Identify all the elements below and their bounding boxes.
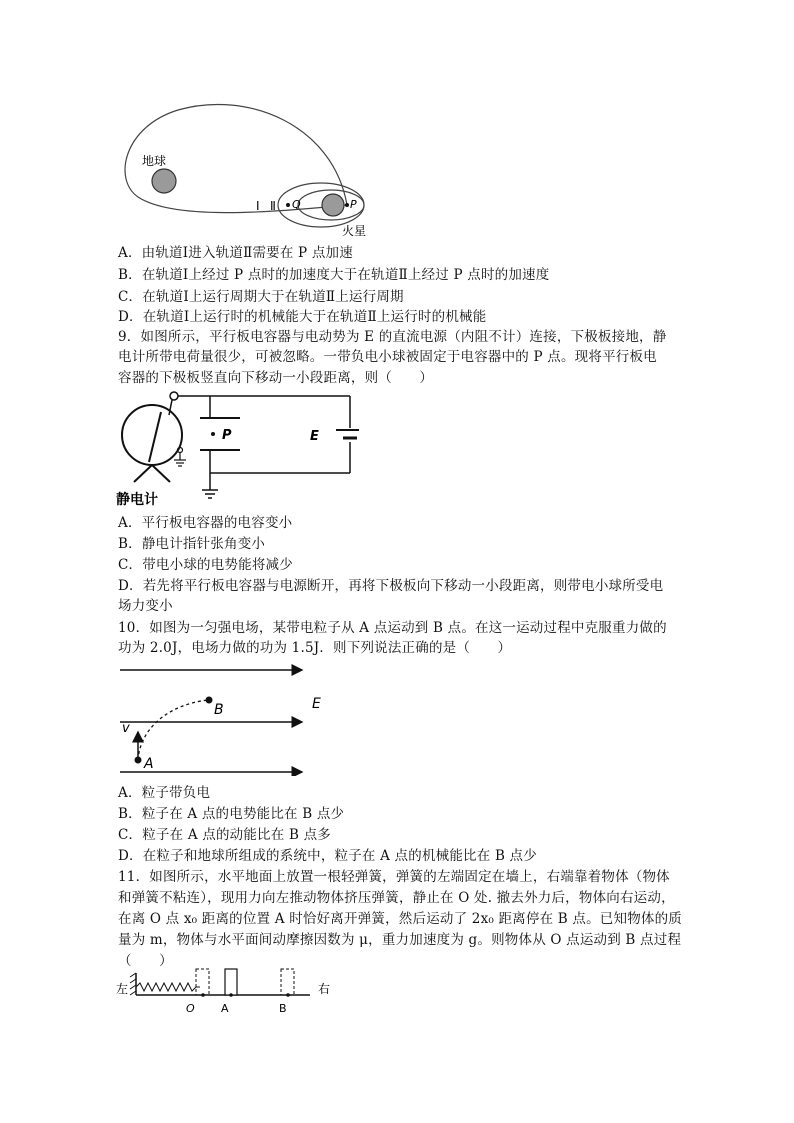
q9-option-d-line-1: D．若先将平行板电容器与电源断开，再将下极板向下移动一小段距离，则带电小球所受电 (118, 578, 664, 594)
q-label: Q (292, 198, 301, 211)
p-label: P (222, 428, 232, 443)
e-label: E (312, 696, 321, 712)
electrometer-label: 静电计 (116, 492, 158, 508)
q9-stem-line-2: 电计所带电荷量很少，可被忽略。一带负电小球被固定于电容器中的 P 点。现将平行板电 (118, 349, 657, 365)
earth-label: 地球 (142, 154, 167, 168)
q8-option-d: D．在轨道Ⅰ上运行时的机械能大于在轨道Ⅱ上运行时的机械能 (118, 309, 487, 325)
q11-stem-line-4: 量为 m，物体与水平面间动摩擦因数为 μ，重力加速度为 g。则物体从 O 点运动到 B 点过程 (118, 932, 682, 948)
right-label: 右 (318, 982, 331, 996)
q10-option-a: A．粒子带负电 (118, 785, 211, 801)
point-a (135, 757, 142, 764)
capacitor-figure (114, 390, 359, 508)
orbit-1-label: Ⅰ (256, 199, 260, 213)
q9-option-a: A．平行板电容器的电容变小 (118, 515, 293, 531)
o-label: O (186, 1002, 195, 1015)
electrometer-terminal (170, 392, 178, 400)
q8-option-b: B．在轨道Ⅰ上经过 P 点时的加速度大于在轨道Ⅱ上经过 P 点时的加速度 (118, 267, 550, 283)
block-at-a (225, 969, 237, 995)
q10-stem-line-2: 功为 2.0J，电场力做的功为 1.5J．则下列说法正确的是（ ） (118, 640, 512, 656)
spring (136, 983, 200, 991)
q8-option-a: A．由轨道Ⅰ进入轨道Ⅱ需要在 P 点加速 (118, 245, 353, 261)
b-label: B (214, 702, 224, 718)
q10-option-d: D．在粒子和地球所组成的系统中，粒子在 A 点的机械能比在 B 点少 (118, 848, 537, 864)
q9-option-b: B．静电计指针张角变小 (118, 536, 266, 552)
q10-option-b: B．粒子在 A 点的电势能比在 B 点少 (118, 806, 345, 822)
q9-option-d-line-2: 场力变小 (118, 598, 173, 614)
block-at-b (281, 969, 294, 995)
a-label: A (221, 1002, 229, 1015)
q11-stem-line-3: 在离 O 点 x₀ 距离的位置 A 时恰好离开弹簧，然后运动了 2x₀ 距离停在 B 点。已知物体的质 (118, 911, 682, 927)
q11-stem-line-1: 11．如图所示，水平地面上放置一根轻弹簧，弹簧的左端固定在墙上，右端靠着物体（物体 (118, 869, 670, 885)
orbit-figure (118, 95, 368, 240)
left-label: 左 (116, 982, 129, 996)
point-b (206, 697, 213, 704)
block-at-o (196, 969, 209, 995)
mars (322, 194, 344, 216)
q10-option-c: C．粒子在 A 点的动能比在 B 点多 (118, 827, 331, 843)
earth (152, 169, 176, 193)
electrometer-needle (149, 412, 161, 462)
q9-option-c: C．带电小球的电势能将减少 (118, 557, 293, 573)
spring-figure (114, 965, 346, 1017)
q8-option-c: C．在轨道Ⅰ上运行周期大于在轨道Ⅱ上运行周期 (118, 289, 404, 305)
e-label: E (310, 429, 319, 444)
orbit-2-label: Ⅱ (270, 199, 276, 213)
point-p (211, 432, 215, 436)
point-p (345, 203, 349, 207)
v-label: v (122, 721, 130, 736)
q10-stem-line-1: 10．如图为一匀强电场，某带电粒子从 A 点运动到 B 点。在这一运动过程中克服重力做的 (118, 620, 667, 636)
q11-stem-line-5: （ ） (118, 953, 173, 969)
electrometer-case (122, 405, 182, 465)
b-label: B (279, 1002, 287, 1015)
mars-label: 火星 (342, 224, 367, 238)
trajectory (138, 700, 208, 760)
q9-stem-line-1: 9．如图所示，平行板电容器与电动势为 E 的直流电源（内阻不计）连接，下极板接地，静 (118, 329, 667, 345)
a-label: A (144, 756, 154, 772)
point-q (286, 203, 290, 207)
p-label: P (350, 198, 357, 211)
field-figure (116, 660, 326, 776)
q9-stem-line-3: 容器的下极板竖直向下移动一小段距离，则（ ） (118, 370, 434, 386)
q11-stem-line-2: 和弹簧不粘连），现用力向左推动物体挤压弹簧，静止在 O 处. 撤去外力后，物体向右运动， (118, 890, 675, 906)
